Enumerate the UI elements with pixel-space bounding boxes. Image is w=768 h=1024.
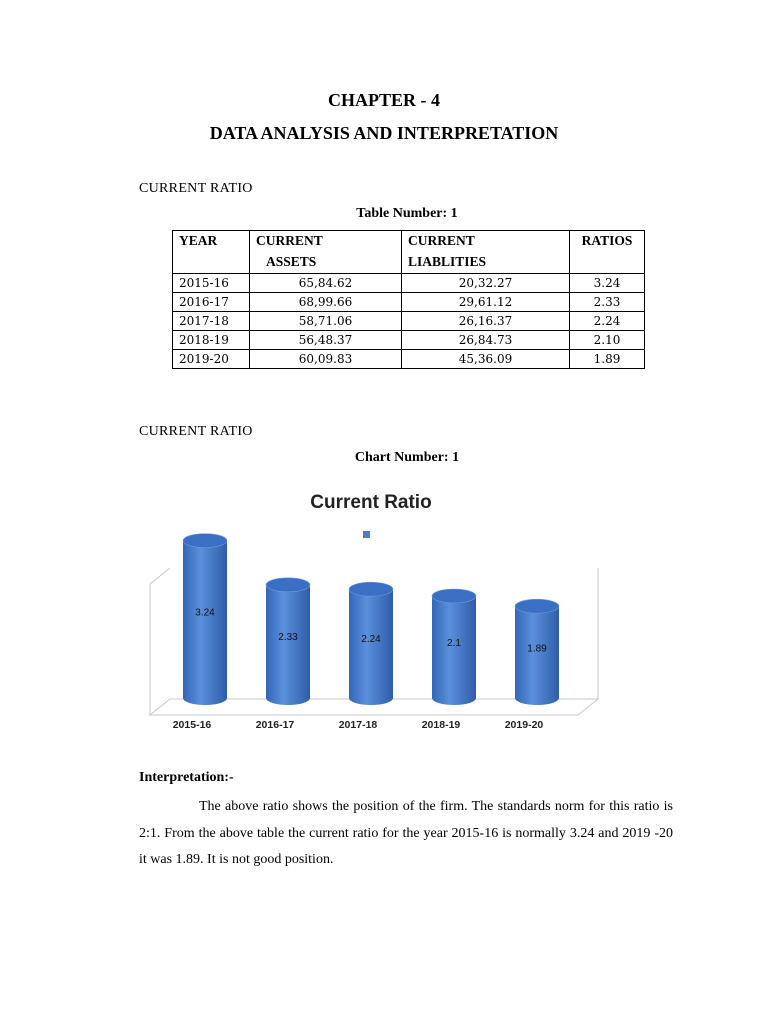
x-tick-label: 2017-18 [338,719,378,731]
header-ratios [570,231,645,274]
cell-year: 2015-16 [173,274,250,293]
x-tick-label: 2019-20 [504,719,544,731]
legend-marker [363,531,370,538]
data-label: 2.24 [361,634,381,646]
cell-year: 2017-18 [173,312,250,331]
header-year-label: YEAR [179,233,218,248]
bar-top [266,578,310,592]
cell-year: 2016-17 [173,293,250,312]
header-cl-line1: CURRENT [408,233,475,248]
bar-body [266,585,310,705]
cell-year: 2019-20 [173,350,250,369]
interpretation-paragraph [139,794,673,874]
table-row [173,274,645,293]
chapter-number: CHAPTER - 4 [328,90,440,110]
table-row [173,293,645,312]
header-cl-line2: LIABLITIES [408,254,487,269]
chapter-title: DATA ANALYSIS AND INTERPRETATION [209,123,559,143]
table-row [173,331,645,350]
table-row [173,312,645,331]
table-header-row [173,231,645,274]
cell-assets: 60,09.83 [250,350,402,369]
bar-top [349,582,393,596]
x-tick-label: 2018-19 [421,719,461,731]
cell-ratio: 2.33 [570,293,645,312]
cell-liabilities: 20,32.27 [402,274,570,293]
header-current-liabilities [402,231,570,274]
bar-top [515,599,559,613]
bar-body [183,541,227,705]
cell-assets: 58,71.06 [250,312,402,331]
table-section-heading: CURRENT RATIO [139,181,253,196]
cell-assets: 68,99.66 [250,293,402,312]
header-ratios-label: RATIOS [581,233,633,248]
x-tick-label: 2015-16 [172,719,212,731]
bar-body [349,589,393,705]
bar-body [515,606,559,705]
cell-liabilities: 29,61.12 [402,293,570,312]
data-label: 2.33 [278,631,298,643]
cell-year: 2018-19 [173,331,250,350]
data-label: 2.1 [447,637,461,649]
chart-title: Current Ratio [310,492,432,513]
header-ca-line2: ASSETS [266,254,317,269]
wall-left [150,568,170,715]
chart-section-heading: CURRENT RATIO [139,424,253,439]
current-ratio-chart [130,478,610,740]
header-current-assets [250,231,402,274]
cell-assets: 56,48.37 [250,331,402,350]
chart-bars [183,534,559,705]
cell-ratio: 2.24 [570,312,645,331]
header-ca-line1: CURRENT [256,233,323,248]
cell-liabilities: 26,16.37 [402,312,570,331]
table-row [173,350,645,369]
bar-body [432,596,476,705]
x-tick-label: 2016-17 [255,719,295,731]
cell-liabilities: 26,84.73 [402,331,570,350]
interpretation-heading: Interpretation:- [139,770,234,785]
header-year [173,231,250,274]
bar-top [432,589,476,603]
cell-ratio: 3.24 [570,274,645,293]
table-caption: Table Number: 1 [356,206,458,221]
current-ratio-table [172,230,645,369]
chart-caption: Chart Number: 1 [354,450,460,465]
data-label: 3.24 [195,607,215,619]
cell-ratio: 2.10 [570,331,645,350]
cell-liabilities: 45,36.09 [402,350,570,369]
cell-assets: 65,84.62 [250,274,402,293]
cell-ratio: 1.89 [570,350,645,369]
data-label: 1.89 [527,643,547,655]
interpretation-text: The above ratio shows the position of the firm. The standards norm for this ratio is 2:1. From the above table the current ratio for the year 2015-16 is normally 3.24 and 2019 -20 it was 1.89. It is not good position. [139,799,673,867]
bar-top [183,534,227,548]
